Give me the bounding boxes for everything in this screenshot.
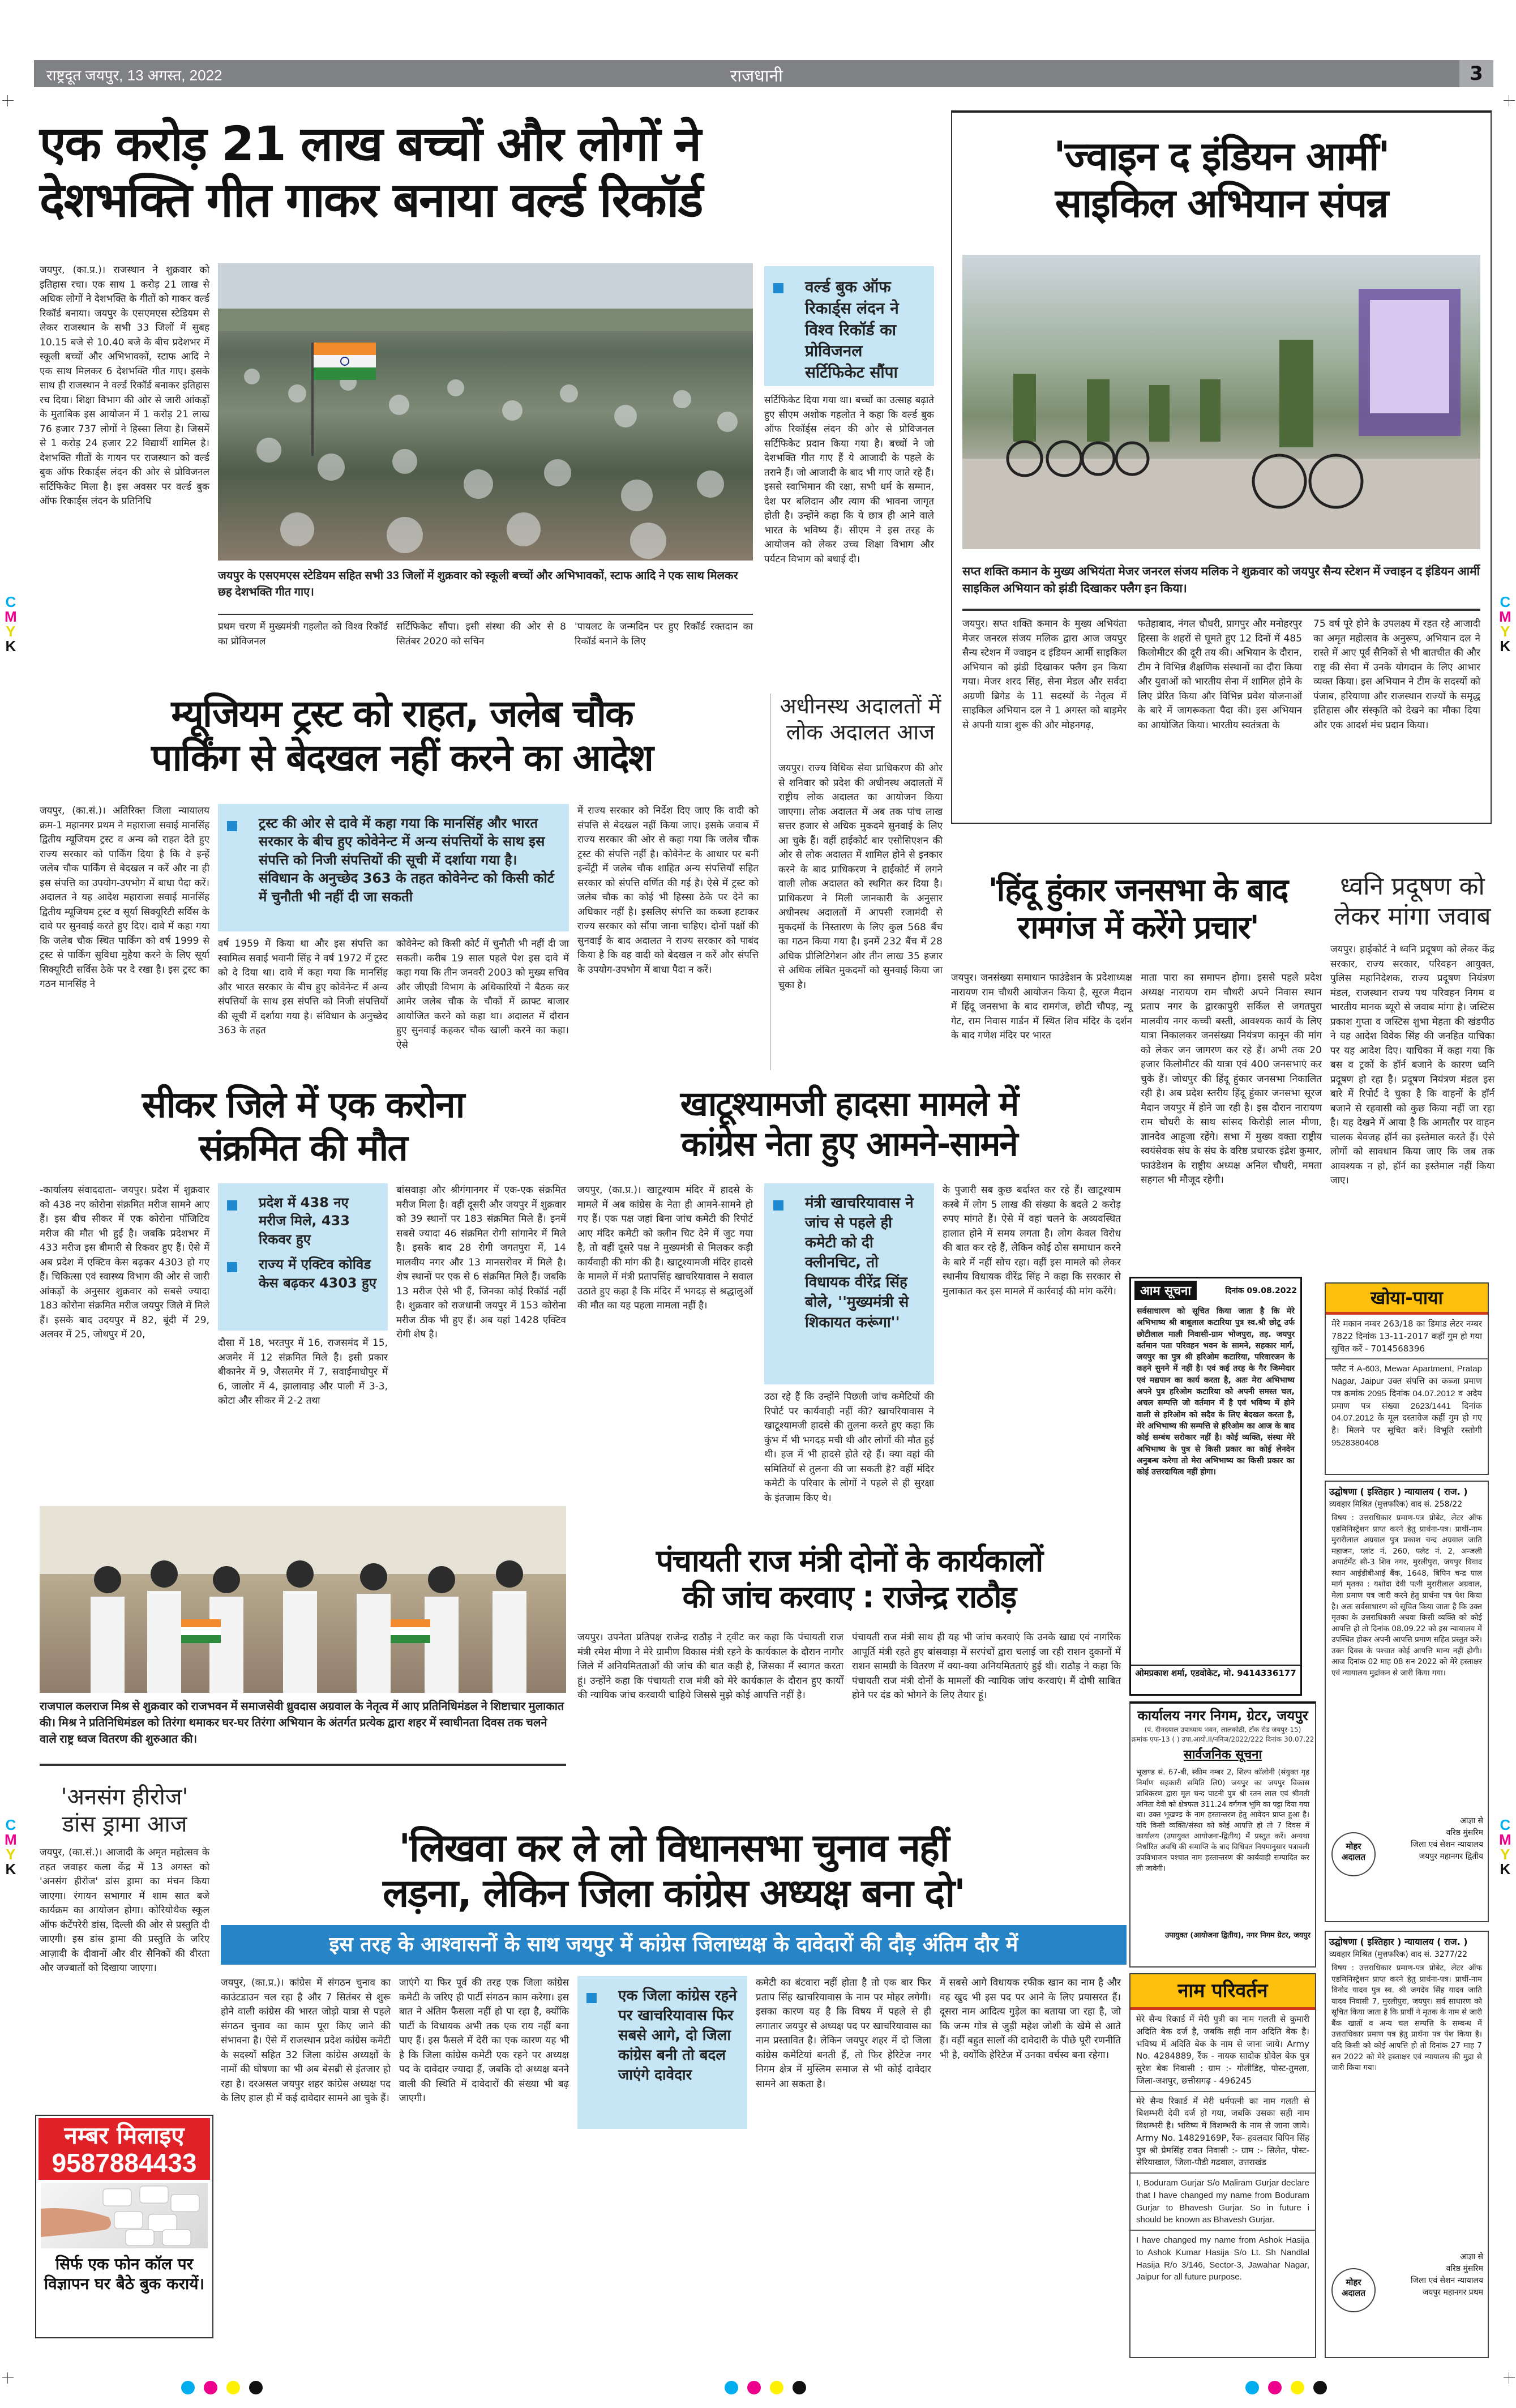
cmyk-letter: C [1500,593,1511,610]
cmyk-marks [5,594,17,653]
court-notice-box [1325,1931,1489,2358]
sign-line: जिला एवं सेशन न्यायालय [1411,1840,1483,1849]
cmyk-marks [5,1817,17,1876]
bullet-square-icon [227,1262,237,1272]
registration-mark [2,95,14,106]
flag-icon [391,1619,430,1643]
subheadline-banner: इस तरह के आश्वासनों के साथ जयपुर में कांग्रेस जिलाध्यक्ष के दावेदारों की दौड़ अंतिम दौर में [221,1925,1127,1965]
court-title: उद्घोषणा ( इश्तिहार ) न्यायालय ( राज. ) [1329,1936,1468,1947]
flag-icon [311,343,376,456]
headline-line: डांस ड्रामा आज [62,1811,187,1837]
ad-tagline: सिर्फ एक फोन कॉल पर विज्ञापन घर बैठे बुक करायें। [44,2254,205,2293]
notice-body: सर्वसाधारण को सूचित किया जाता है कि मेरे अभिभाष्य श्री बाबूलाल कटारिया पुत्र स्व.श्री छोटू उर्फ छोटीलाल माली निवासी-ग्राम भोजपुरा, तह. जयपुर वर्तमान पता परिवहन भवन के सामने, सहकार मार्ग, जयपुर का पुत्र श्री हरिओम कटारिया, परिवारजन के कहने सुनने में नहीं है। एवं कई तरह के गैर जिम्मेदार एवं मद्यपान का कार्य करता है, अतः मेरा अभिभाष्य अपने पुत्र हरिओम कटारिया को अपनी समस्त चल, अचल सम्पत्ति जो वर्तमान में है एवं भविष्य में होने वाली से हरिओम को सदैव के लिए बेदखल करता है, मेरे अभिभाष्य की सम्पत्ति से हरिओम का आज के बाद कोई सम्बंध सरोकार नहीं है। कोई व्यक्ति, संस्था मेरे अभिभाष्य के पुत्र से किसी प्रकार का कोई लेनदेन अनुबन्ध करेगा तो मेरा अभिभाष्य का किसी प्रकार का कोई उत्तरदायित्व नहीं होगा। [1137,1307,1295,1477]
stadium-photo [218,263,753,561]
headline-line: पार्किंग से बेदखल नहीं करने का आदेश [151,735,653,780]
headline-corona [40,1084,566,1170]
highlight-box [218,1183,388,1331]
municipal-address: (पं. दीनदयाल उपाध्याय भवन, लालकोठी, टोंक रोड जयपुर-15) [1144,1726,1301,1734]
ad-header [38,2118,210,2180]
court-case: व्यवहार मिश्रित (मुत्तफरिक) वाद सं. 3277/22 [1329,1950,1468,1959]
cmyk-letter: K [1500,638,1511,655]
name-change-item: I have changed my name from Ashok Hasija to Ashok Kumar Hasija S/o Lt. Sh Nandlal Hasija R/o 3/146, Sector-3, Jawahar Nagar, Jaipur for all future purpose. [1136,2235,1309,2282]
headline-line: अधीनस्थ अदालतों में [780,694,941,718]
cmyk-letter: C [1500,1816,1511,1833]
phone-keypad-icon [41,2183,208,2248]
article-body: जयपुर, (का.प्र.)। खाटूश्याम मंदिर में हादसे के मामले में अब कांग्रेस के नेता ही आमने-सामने हो गए हैं। एक पक्ष जहां बिना जांच कमेटी की रिपोर्ट आए मंदिर कमेटी को क्लीन चिट देने में जुट गया है, तो वहीं दूसरे पक्ष ने मुख्यमंत्री से मिलकर कड़ी कार्यवाही की मांग की है। खाटूश्यामजी मंदिर हादसे के मामले में मंत्री प्रतापसिंह खाचरियावास ने सवाल उठाते हुए कहा है कि मंदिर में भगदड़ से श्रद्धालुओं की मौत का यह पहला मामला नहीं है। [577,1184,753,1311]
court-title: उद्घोषणा ( इश्तिहार ) न्यायालय ( राज. ) [1329,1486,1468,1497]
sign-line: जयपुर महानगर द्वितीय [1419,1852,1483,1861]
article-body: जयपुर, (का.प्र.)। कांग्रेस में संगठन चुनाव का काउंटडाउन चल रहा है और 7 सितंबर से शुरू होने वाली कांग्रेस की भारत जोड़ो यात्रा से पहले संगठन चुनाव का काम पूरा किए जाने की संभावना है। ऐसे में राजस्थान प्रदेश कांग्रेस कमेटी के सदस्यों सहित 32 जिला कांग्रेस अध्यक्षों के नामों की घोषणा का भी अब बेसब्री से इंतजार हो रहा है। दरअसल जयपुर शहर कांग्रेस अध्यक्ष पद के लिए हाल ही में कई दावेदार सामने आ चुके हैं। [221,1977,391,2104]
headline-line: 'अनसंग हीरोज' [61,1784,189,1810]
article-body: में सबसे आगे विधायक रफीक खान का नाम है और वह खुद भी इस पद पर आने के लिए प्रयासरत हैं। दूसरा नाम आदित्य गुड़ेल का बताया जा रहा है, जो कि जन्म गोत्र से जुड़ी महेश जोशी के खेमे से आते हैं। वहीं बहुत सालों की दावेदारी के पीछे पूरी रणनीति भी है, क्योंकि हेरिटेज में उनका वर्चस्व बना रहेगा। [940,1977,1121,2061]
cmyk-letter: M [1499,608,1511,625]
cmyk-letter: K [5,638,16,655]
headline-congress [221,1826,1127,1917]
headline-line: रामगंज में करेंगे प्रचार' [1017,909,1258,947]
municipal-body: भूखण्ड सं. 67-बी, स्कीम नम्बर 2, शिल्प कॉलोनी (संयुक्त गृह निर्माण सहकारी समिति लि0) जयपुर का जयपुर विकास प्राधिकरण द्वारा मूल चन्द पाटनी पुत्र श्री रतन लाल एवं श्रीमती अनिता देवी को क्षेत्रफल 311.24 वर्गगज भूमि का पट्टा दिया गया था। उक्त भूखण्ड के नाम हस्तान्तरण हेतु आवेदन प्राप्त हुआ है। यदि किसी व्यक्ति/संस्था को कोई आपत्ति हो तो 7 दिवस में कार्यालय (उपायुक्त आयोजना-द्वितीय) में प्रस्तुत करें। अन्यथा निर्धारित अवधि की समाप्ति के बाद विधिवत नियमानुसार पत्रावली उपविभाजन पश्चात नाम हस्तान्तरण की कार्यवाही सम्पादित कर ली जावेगी। [1136,1768,1309,1873]
headline-line: पंचायती राज मंत्री दोनों के कार्यकालों [656,1543,1043,1579]
name-change-item: I, Boduram Gurjar S/o Maliram Gurjar declare that I have changed my name from Boduram Gurjar to Bhavesh Gurjar. So in future i should be known as Bhavesh Gurjar. [1130,2174,1315,2231]
cmyk-letter: K [1500,1860,1511,1877]
bullet-square-icon [227,1200,237,1211]
article-body: माता पारा का समापन होगा। इससे पहले प्रदेश अध्यक्ष नारायण राम चौधरी अपने निवास स्थान प्रताप नगर के द्वारकापुरी सर्किल से जगतपुरा मालवीय नगर कच्ची बस्ती, आवश्यक कार्य के लिए यात्रा निकालकर जनसंख्या नियंत्रण कानून की मांग को लेकर जन जागरण कर रहे हैं। अभी तक 20 हजार किलोमीटर की यात्रा एवं 400 जनसभाएं कर चुके हैं। जोधपुर की हिंदू हुंकार जनसभा निकालित रही है। अब प्रदेश स्तरीय हिंदू हुंकार जनसभा सूरज मैदान जयपुर में होने जा रही है। इस दौरान नारायण राम चौधरी के साथ सांसद किरोड़ी लाल मीणा, ज्ञानदेव आहूजा रहेंगे। सभा में मुख्य वक्ता राष्ट्रीय स्वयंसेवक संघ के संघ के वरिष्ठ प्रचारक इंद्रेश कुमार, फाउंडेशन के राष्ट्रीय अध्यक्ष अनिल चौधरी, ममता सहगल भी मौजूद रहेगी। [1141,972,1322,1186]
headline-line: लड़ना, लेकिन जिला कांग्रेस अध्यक्ष बना दो' [383,1871,965,1917]
municipal-signature: उपायुक्त (आयोजना द्वितीय), नगर निगम ग्रेटर, जयपुर [1165,1931,1311,1940]
article-body: वर्ष 1959 में किया था और इस संपत्ति का स्वामित्व सवाई भवानी सिंह ने वर्ष 1972 में ट्रस्ट को दे दिया था। दावे में कहा गया कि मानसिंह और भारत सरकार के बीच हुए कोवेनेन्ट में अन्य संपत्तियों के साथ इस संपत्ति को निजी संपत्तियों की सूची में दर्शाया गया है। संविधान के अनुच्छेद 363 के तहत [218,938,388,1036]
headline-line: लोक अदालत आज [786,719,935,745]
court-seal-icon: मोहर अदालत [1331,1832,1376,1876]
municipal-notice-box [1129,1701,1316,1968]
rajbhavan-photo [40,1506,566,1693]
notice-header [1131,1278,1300,1302]
headline-khatushyam [577,1084,1121,1165]
highlight-box [577,1976,747,2129]
article-body: 'पायलट के जन्मदिन पर हुए रिकॉर्ड रक्तदान का रिकॉर्ड बनाने के लिए [575,621,753,647]
highlight-text: मंत्री खाचरियावास ने जांच से पहले ही कमेटी को दी क्लीनचिट, तो विधायक वीरेंद्र सिंह बोले, ''मुख्यमंत्री से शिकायत करूंगा'' [805,1195,914,1331]
headline-line: 'ज्वाइन द इंडियन आर्मी' [1054,133,1389,179]
bullet-square-icon [586,1993,597,2003]
headline-line: संक्रमित की मौत [199,1127,407,1169]
lost-found-item: मेरे मकान नम्बर 263/18 का डिमांड लेटर नम्बर 7822 दिनांक 13-11-2017 कहीं गुम हो गया सूचित करें - 7014568396 [1326,1315,1488,1359]
article-body: फतेहाबाद, नंगल चौधरी, प्रागपुर और मनोहरपुर हिस्सा के शहरों से घूमते हुए 12 दिनों में 485 किलोमीटर की दूरी तय की। अभियान के दौरान, टीम ने विभिन्न शैक्षणिक संस्थानों का दौरा किया और युवाओं को भारतीय सेना में शामिल होने के लिए प्रेरित किया और विभिन्न प्रवेश योजनाओं के बारे में जागरूकता पैदा की। इस अभियान का आयोजित किया। भारतीय स्वतंत्रता के [1138,618,1302,731]
notice-title: आम सूचना [1134,1281,1197,1300]
headline-museum [40,692,764,780]
cmyk-letter: C [5,593,16,610]
bullet-square-icon [227,821,237,831]
bullet-square-icon [773,283,783,293]
municipal-ref: क्रमांक एफ-13 ( ) उपा.आयो.II/ननिज/2022/222 दिनांक 30.07.22 [1131,1735,1314,1743]
divider [962,609,1480,611]
headline-line: एक करोड़ 21 लाख बच्चों और लोगों ने [40,116,700,172]
flag-icon [181,1619,221,1643]
public-notice-box [1129,1277,1302,1696]
article-body: उठा रहे हैं कि उन्होंने पिछली जांच कमेटियों की रिपोर्ट पर कार्यवाही नहीं की? खाचरियावास ने खाटूश्यामजी हादसे की तुलना करते हुए कहा कि कुंभ में भी भगदड़ मची थी और लोगों की मौत हुई थी। हज में भी हादसे होते रहे हैं। क्या वहां की समितियों से तुलना की जा सकती है? वहीं मंदिर कमेटी के परिवार के लोगों ने पहले से ही सुरक्षा के इंतजाम किए थे। [764,1391,934,1504]
notice-date: दिनांक 09.08.2022 [1225,1286,1297,1295]
lost-found-box [1325,1282,1489,1475]
photo-caption: जयपुर के एसएमएस स्टेडियम सहित सभी 33 जिलों में शुक्रवार को स्कूली बच्चों और अभिभावकों, स्टाफ आदि ने एक साथ मिलकर छह देशभक्ति गीत गाए। [218,570,738,598]
article-body: जयपुर। राज्य विधिक सेवा प्राधिकरण की ओर से शनिवार को प्रदेश की अधीनस्थ अदालतों में राष्ट्रीय लोक अदालत का आयोजन किया जाएगा। लोक अदालत में अब तक पांच लाख सत्तर हजार से अधिक मुकदमे सुनवाई के लिए आ चुके हैं। वहीं हाईकोर्ट बार एसोसिएशन की ओर से लोक अदालत में शामिल होने से इनकार करने के बाद प्राधिकरण ने हाईकोर्ट में लगने वाली लोक अदालत को स्थगित कर दिया है। प्राधिकरण ने मिली जानकारी के अनुसार अधीनस्थ अदालतों में आपसी रजामंदी से मुकदमों के निस्तारण के लिए कुल 568 बैंच का गठन किया गया है। इनमें 232 बैंच में 28 अधिक प्रीलिटिगेशन और तीन लाख 35 हजार से अधिक लंबित मुकदमों को सुनवाई किया जा चुका है। [778,763,943,991]
article-body: प्रथम चरण में मुख्यमंत्री गहलोत को विश्व रिकॉर्ड का प्रोविजनल [218,621,388,647]
cmyk-letter: Y [1500,623,1510,640]
group-photo-illustration [40,1506,566,1693]
advertisement-number [35,2115,213,2338]
registration-mark [2,2372,14,2384]
article-body: बांसवाड़ा और श्रीगंगानगर में एक-एक संक्रमित मरीज मिला है। वहीं दूसरी और जयपुर में शुक्रवार को 39 स्थानों पर 183 संक्रमित मिले हैं। इनमें सबसे ज्यादा 46 संक्रमित रोगी सांगानेर में मिले है। इसके बाद 28 रोगी जगतपुरा में, 14 मालवीय नगर और 13 मानसरोवर में मिले है। शेष स्थानों पर एक से 6 संक्रमित मिले हैं। जबकि 13 मरीज ऐसे भी हैं, जिनका कोई रिकॉर्ड नहीं है। शुक्रवार को राजधानी जयपुर में 153 कोरोना मरीज ठीक भी हुए हैं। अब यहां 1428 एक्टिव रोगी शेष है। [396,1184,566,1340]
cmyk-marks [1499,1817,1511,1876]
highlight-box [764,266,934,386]
cmyk-letter: Y [6,1846,16,1863]
sign-line: जयपुर महानगर प्रथम [1422,2288,1483,2297]
cmyk-letter: C [5,1816,16,1833]
cmyk-letter: M [1499,1831,1511,1848]
highlight-box [764,1183,934,1384]
headline-line: साइकिल अभियान संपन्न [1055,179,1388,226]
article-body: सर्टिफिकेट दिया गया था। बच्चों का उत्साह बढ़ाते हुए सीएम अशोक गहलोत ने कहा कि वर्ल्ड बुक ऑफ रिकॉर्ड्स लंदन की ओर से प्रोविजनल सर्टिफिकेट प्रदान किया गया है। बच्चों ने जो देशभक्ति गीत गाए हैं ये आजादी के पहले के तराने हैं। जो आजादी के बाद भी गाए जाते रहे हैं। इससे स्वाभिमान की रक्षा, सभी धर्म के सम्मान, देश पर बलिदान और त्याग की भावना जागृत होती है। उन्होंने कहा कि ये छात्र ही आने वाले भारत के भविष्य हैं। सीएम ने इस तरह के आयोजन को लेकर उच्च शिक्षा विभाग और पर्यटन विभाग को बधाई दी। [764,395,934,565]
sign-line: आज्ञा से [1460,1816,1483,1825]
article-body: दौसा में 18, भरतपुर में 16, राजसमंद में 15, अजमेर में 12 संक्रमित मिले है। इसी प्रकार बीकानेर में 9, जैसलमेर में 7, सवाईमाधोपुर में 6, जालोर में 4, झालावाड़ और पाली में 3-3, कोटा और सीकर में 2-2 तथा [218,1337,388,1406]
court-signature [1326,2251,1488,2336]
headline-lok-adalat [778,694,943,745]
sign-line: आज्ञा से [1460,2252,1483,2261]
article-body: जयपुर। उपनेता प्रतिपक्ष राजेन्द्र राठौड़ ने ट्वीट कर कहा कि पंचायती राज मंत्री रमेश मीणा ने मेरे ग्रामीण विकास मंत्री रहने के कार्यकाल के दौरान नागौर जिले में अनियमितताओं की जांच की बात कही है, जिसका मैं स्वागत करता हूं। उन्होंने कहा कि पंचायती राज मंत्री को मेरे कार्यकाल के दौरान हुए कार्यों की न्यायिक जांच करवायी चाहिये जिससे मुझे कोई आपत्ति नहीं है। [577,1632,843,1701]
cmyk-letter: M [5,608,17,625]
article-body: जाएंगे या फिर पूर्व की तरह एक जिला कांग्रेस कमेटी के जरिए ही पार्टी संगठन काम करेगा। इस बात ने अंतिम फैसला नहीं हो पा रहा है, क्योंकि पार्टी के विधायक अभी तक एक राय नहीं बना पाए हैं। इस फैसले में देरी का एक कारण यह भी है कि जिला कांग्रेस कमेटी एक रहने पर अध्यक्ष पद के दावेदार ज्यादा हैं, जबकि दो अध्यक्ष बनने वाली की स्थिति में दावेदारों की संख्या भी बढ़ जाएगी। [399,1977,569,2104]
article-body: 75 वर्ष पूरे होने के उपलक्ष्य में रहत रहे आजादी का अमृत महोत्सव के अनुरूप, अभियान दल ने रास्ते में आए पूर्व सैनिकों से भी बातचीत की और राष्ट्र की सेवा में उनके योगदान के लिए आभार व्यक्त किया। इस अभियान ने टीम के सदस्यों को पंजाब, हरियाणा और राजस्थान राज्यों के समृद्ध इतिहास और संस्कृति को देखने का मौका दिया और एक आदर्श मंच प्रदान किया। [1313,618,1480,731]
cmyk-marks [1499,594,1511,653]
dateline: राष्ट्रदूत जयपुर, 13 अगस्त, 2022 [46,67,222,84]
headline-line: सीकर जिले में एक करोना [142,1084,464,1126]
crowd-illustration [218,263,753,561]
photo-caption: राजपाल कलराज मिश्र से शुक्रवार को राजभवन में समाजसेवी ध्रुवदास अग्रवाल के नेतृत्व में आए प्रतिनिधिमंडल ने शिष्टाचार मुलाकात की। मिश्र ने प्रतिनिधिमंडल को तिरंगा थमाकर घर-घर तिरंगा अभियान के अंतर्गत प्रत्येक द्वारा शहर में स्वाधीनता दिवस तक चलने वाले राष्ट्र ध्वज वितरण की शुरुआत की। [40,1700,564,1746]
divider [40,1764,566,1766]
headline-noise [1330,872,1494,932]
photo-caption: सप्त शक्ति कमान के मुख्य अभियंता मेजर जनरल संजय मलिक ने शुक्रवार को जयपुर सैन्य स्टेशन में ज्वाइन द इंडियन आर्मी साइकिल अभियान को झंडी दिखाकर फ्लैग इन किया। [962,565,1480,596]
sign-line: जिला एवं सेशन न्यायालय [1411,2276,1483,2285]
court-body: विषय : उत्तराधिकार प्रमाण-पत्र प्रोबेट, लेटर ऑफ एडमिनिस्ट्रेशन प्राप्त करने हेतु प्रार्थना-पत्र। प्रार्थी-नाम मुरारीलाल अग्रवाल पुत्र प्रकाश चन्द अग्रवाल जाति महाजन, प्लांट नं. 260, फ्लेट नं. 2, अन्जली अपार्टमेंट सी-3 शिव नगर, मुरलीपुरा, जयपुर विवाद स्थान आईडीबीआई बैंक, 1648, बिपिन चन्द्र पाल मार्ग मृतका : यशोदा देवी पत्नी मुरारीलाल अग्रवाल, मेला प्रमाण पत्र जारी करने हेतु प्रार्थना पत्र पेश किया है। अतः सर्वसाधारण को सूचित किया जाता है कि उक्त मृतका के उत्तराधिकारी अथवा किसी व्यक्ति को कोई आपत्ति हो तो दिनांक 08.09.22 को इस न्यायालय में उपस्थित होकर अपनी आपत्ति प्रमाण सहित प्रस्तुत करें। उक्त दिवस के पश्चात कोई आपत्ति मान्य नहीं होगी। आज दिनांक 02 माह 08 सन 2022 को मेरे हस्ताक्षर एवं न्यायालय मुद्रांकन से जारी किया गया। [1331,1513,1482,1678]
section-name: राजधानी [730,67,783,85]
highlight-text: राज्य में एक्टिव कोविड केस बढ़कर 4303 हुए [259,1256,376,1291]
court-body: विषय : उत्तराधिकार प्रमाण-पत्र प्रोबेट, लेटर ऑफ एडमिनिस्ट्रेशन प्राप्त करने हेतु प्रार्थना-पत्र। प्रार्थी-नाम विनोद यादव पुत्र स्व. श्री जगदेव सिंह यादव जाति यादव निवासी 7, मुरलीपुरा, जयपुर। सर्व साधारण को सूचित किया जाता है कि प्रार्थी ने मृतक के नाम से जारी बैंक खातों व अन्य चल सम्पत्ति के सम्बन्ध में उत्तराधिकार प्रमाण पत्र हेतु प्रार्थना पत्र पेश किया है। यदि किसी को कोई आपत्ति हो तो दिनांक 27 माह 7 सन 2022 को मेरे हस्ताक्षर एवं न्यायालय की मुद्रा से जारी किया गया। [1331,1964,1482,2073]
cmyk-letter: Y [1500,1846,1510,1863]
headline-line: म्यूजियम ट्रस्ट को राहत, जलेब चौक [171,692,633,735]
headline-army [962,133,1480,226]
divider [218,614,753,615]
article-body: जयपुर, (का.सं.)। अतिरिक्त जिला न्यायालय क्रम-1 महानगर प्रथम ने महाराजा सवाई मानसिंह द्वितीय म्यूजियम ट्रस्ट व अन्य को राहत देते हुए राज्य सरकार को पार्किंग दिया है कि वे इन्हें जलेब चौक पार्किंग से बेदखल न करें और ना ही इस संपत्ति का उपयोग-उपभोग में बाधा पैदा करें। अदालत ने यह आदेश महाराजा सवाई मानसिंह द्वितीय म्यूजियम ट्रस्ट व सूर्या सिक्यूरिटी सर्विस के दावे पर सुनवाई करते हुए दिए। दावे में कहा गया कि जलेब चौक स्थित पार्किंग को वर्ष 1999 से ट्रस्ट से पार्किंग सुविधा मुहैया करने के लिए सूर्या सिक्यूरिटी सर्विस ठेके पर दे रखा है। इस ट्रस्ट का गठन मानसिंह ने [40,805,209,990]
lost-found-item: फ्लैट नं A-603, Mewar Apartment, Pratap Nagar, Jaipur उक्त संपत्ति का कब्जा प्रमाण पत्र क्रमांक 2095 दिनांक 04.07.2012 व अदेय प्रमाण पत्र संख्या 2623/1441 दिनांक 04.07.2012 के मूल दस्तावेज कहीं गुम हो गए है। मिलने पर सूचित करें। विभूति रस्तोगी 9528380408 [1331,1364,1482,1448]
headline-line: कांग्रेस नेता हुए आमने-सामने [681,1124,1017,1164]
headline-hindu-hunkar [951,872,1325,947]
cmyk-letter: M [5,1831,17,1848]
sign-line: वरिष्ठ मुंसरिम [1446,1828,1483,1837]
headline-line: खाटूश्यामजी हादसा मामले में [680,1084,1018,1124]
article-body: -कार्यालय संवाददाता- जयपुर। प्रदेश में शुक्रवार को 438 नए कोरोना संक्रमित मरीज सामने आए हैं। इस बीच सीकर में एक कोरोना पॉजिटिव मरीज की मौत भी हुई है। जबकि प्रदेशभर में 433 मरीज इस बीमारी से रिकवर हुए हैं। ऐसे में अब प्रदेश में एक्टिव केस बढ़कर 4303 हो गए हैं। चिकित्सा एवं स्वास्थ्य विभाग की ओर से जारी आंकड़ों के अनुसार शुक्रवार को सबसे ज्यादा 183 कोरोना संक्रमित मरीज जयपुर जिले में मिले हैं। इसके बाद उदयपुर में 82, बूंदी में 29, अलवर में 25, जोधपुर में 20, [40,1184,209,1340]
article-body: जयपुर, (का.प्र.)। राजस्थान ने शुक्रवार को इतिहास रचा। एक साथ 1 करोड़ 21 लाख से अधिक लोगों ने देशभक्ति के गीतों को गाकर वर्ल्ड रिकॉर्ड बनाया। जयपुर के एसएमएस स्टेडियम से लेकर राजस्थान के सभी 33 जिलों में सुबह 10.15 बजे से 10.40 बजे के बीच प्रदेशभर में स्कूली बच्चों और अभिभावकों, स्टाफ आदि ने एक साथ मिलकर 6 देशभक्ति गीत गाए। इसके साथ ही राजस्थान ने वर्ल्ड रिकॉर्ड बनाकर इतिहास रच दिया। शिक्षा विभाग की ओर से जारी आंकड़ों के मुताबिक इस आयोजन में 1 करोड़ 21 लाख 76 हजार 737 लोगों ने हिस्सा लिया है। जिसमें से 1 करोड़ 24 हजार 22 विद्यार्थी शामिल है। देशभक्ति गीतों के गायन पर राजस्थान को वर्ल्ड बुक ऑफ रिकार्ड्स लंदन की ओर से प्रोविजनल सर्टिफिकेट मिला है। इस अवसर पर वर्ल्ड बुक ऑफ रिकार्ड्स लंदन के प्रतिनिधि [40,264,209,507]
keypad-photo [41,2183,208,2248]
municipal-title: कार्यालय नगर निगम, ग्रेटर, जयपुर [1137,1708,1308,1723]
highlight-box [218,804,569,931]
highlight-text: ट्रस्ट की ओर से दावे में कहा गया कि मानसिंह और भारत सरकार के बीच हुए कोवेनेन्ट में अन्य संपत्तियों के साथ इस संपत्ति को निजी संपत्तियों की सूची में दर्शाया गया है। संविधान के अनुच्छेद 363 के तहत कोवेनेन्ट को किसी कोर्ट में चुनौती भी नहीं दी जा सकती [259,815,554,905]
registration-mark [1504,95,1515,106]
headline-line: 'लिखवा कर ले लो विधानसभा चुनाव नहीं [399,1826,949,1871]
registration-mark [1504,2372,1515,2384]
page-number: 3 [1459,60,1493,87]
cyclists-illustration [962,255,1480,549]
notice-signature: ओमप्रकाश शर्मा, एडवोकेट, मो. 9414336177 [1131,1665,1300,1680]
headline-world-record [40,116,934,228]
headline-panchayat [577,1543,1121,1615]
headline-line: ध्वनि प्रदूषण को [1340,872,1485,901]
sign-line: वरिष्ठ मुंसरिम [1446,2264,1483,2273]
highlight-text: वर्ल्ड बुक ऑफ रिकार्ड्स लंदन ने विश्व रिकॉर्ड का प्रोविजनल सर्टिफिकेट सौंपा [805,277,899,382]
municipal-notice-title: सार्वजनिक सूचना [1183,1748,1262,1762]
article-body: सर्टिफिकेट सौंपा। इसी संस्था की ओर से 8 सितंबर 2020 को सचिन [396,621,566,647]
lost-found-title: खोया-पाया [1326,1284,1488,1315]
court-notice-box [1325,1481,1489,1922]
ad-title: नम्बर मिलाइए [64,2122,185,2149]
article-body: जयपुर। सप्त शक्ति कमान के मुख्य अभियंता मेजर जनरल संजय मलिक द्वारा आज जयपुर सैन्य स्टेशन में ज्वाइन द इंडियन आर्मी साइकिल अभियान को झंडी दिखाकर फ्लैग इन किया गया। मेजर शरद सिंह, सेना मेडल और सर्वदा अग्रणी ब्रिगेड के 11 सदस्यों के नेतृत्व में साइकिल अभियान दल ने 1 अगस्त को बाड़मेर से अपनी यात्रा शुरू की और मोहनगढ़, [962,618,1127,731]
name-change-box [1129,1973,1316,2358]
article-body: कोवेनेन्ट को किसी कोर्ट में चुनौती भी नहीं दी जा सकती। करीब 19 साल पहले पेश इस दावे में कहा गया कि तीन जनवरी 2003 को मुख्य सचिव और जीएडी विभाग के अधिकारियों ने बैठक कर आमेर जलेब चौक के चौकों में क्राफ्ट बाजार आयोजित करने को कहा था। अदालत में दौरान हुए सुनवाई कहकर चौक खाली करने का कहा। ऐसे [396,938,569,1051]
cycling-photo [962,255,1480,549]
cmyk-letter: K [5,1860,16,1877]
article-body: के पुजारी सब कुछ बर्दाश्त कर रहे हैं। खाटूश्याम कस्बे में लोग 5 लाख की संख्या के बदले 2 करोड़ रुपए मांगते हैं। ऐसे में वहां चलने के अव्यवस्थित हालात होने में समय लगता है। लोग केवल विरोध की बात कर रहे हैं, लेकिन कोई ठोस समाधान करने के बारे में नहीं सोच रहा। वहीं इस मामले को लेकर स्थानीय विधायक वीरेंद्र सिंह ने कहा कि सरकार से मुलाकात कर इस मामले में कार्रवाई की मांग करेंगे। [943,1184,1121,1297]
court-signature [1326,1815,1488,1900]
headline-line: 'हिंदू हुंकार जनसभा के बाद [988,872,1288,909]
cmyk-letter: Y [6,623,16,640]
highlight-text: प्रदेश में 438 नए मरीज मिले, 433 रिकवर हुए [259,1195,350,1247]
page-header [34,60,1493,87]
article-body: जयपुर। हाईकोर्ट ने ध्वनि प्रदूषण को लेकर केंद्र सरकार, राज्य सरकार, परिवहन आयुक्त, पुलिस महानिदेशक, राज्य प्रदूषण नियंत्रण मंडल, राजस्थान राज्य पथ परिवहन निगम व भारतीय मानक ब्यूरो से जवाब मांगा है। जस्टिस प्रकाश गुप्ता व जस्टिस शुभा मेहता की खंडपीठ ने यह आदेश विवेक सिंह की जनहित याचिका पर यह आदेश दिए। याचिका में कहा गया कि बस व ट्रकों के हॉर्न बजाने के कारण ध्वनि प्रदूषण हो रहा है। प्रदूषण नियंत्रण मंडल इस बारे में रिपोर्ट दे चुका है कि वाहनों के हॉर्न बजाने से रहवासी को कुछ किया नहीं जा रहा है। यह देखने में आया है कि आमतौर पर वाहन चालक बेवजह हॉर्न का इस्तेमाल करते हैं। ऐसे लोगों को सावधान किया जाए कि जब तक आवश्यक न हो, हॉर्न का इस्तेमाल नहीं किया जाए। [1330,944,1494,1186]
bullet-square-icon [773,1200,783,1211]
article-body: कमेटी का बंटवारा नहीं होता है तो एक बार फिर प्रताप सिंह खाचरियावास के नाम पर मोहर लगेगी। इसका कारण यह है कि विषय में पहले से ही लगातार जयपुर से अध्यक्ष पद पर खाचरियावास का नाम प्रस्तावित है। लेकिन जयपुर शहर में दो जिला कांग्रेस कमेटियां बनती हैं, तो फिर हेरिटेज नगर निगम क्षेत्र में मुस्लिम समाज से भी कोई दावेदार सामने आ सकता है। [756,1977,931,2090]
article-body: जयपुर। जनसंख्या समाधान फाउंडेशन के प्रदेशाध्यक्ष नारायण राम चौधरी आयोजन किया है, सूरज मैदान में हिंदू जनसभा के बाद रामगंज, छोटी चौपड़, न्यू गेट, राम निवास गार्डन में स्थित शिव मंदिर के दर्शन के बाद गणेश मंदिर पर भारत [951,972,1132,1041]
court-seal-icon: मोहर अदालत [1331,2268,1376,2312]
article-body: पंचायती राज मंत्री साथ ही यह भी जांच करवाएं कि उनके खाद्य एवं नागरिक आपूर्ति मंत्री रहते हुए बांसवाड़ा में सरपंचों द्वारा चलाई जा रही राशन दुकानों में राशन सामग्री के वितरण में क्या-क्या अनियमितताएं हुई थी। राठौड़ ने कहा कि पंचायती राज मंत्री दोनों के मामलों की न्यायिक जांच करवाएं। मैं दोषी साबित होने पर दंड को भोगने के लिए तैयार हूं। [852,1632,1121,1701]
article-body: जयपुर, (का.सं.)। आजादी के अमृत महोत्सव के तहत जवाहर कला केंद्र में 13 अगस्त को 'अनसंग हीरोज' डांस ड्रामा का मंचन किया जाएगा। रंगायन सभागार में शाम सात बजे कार्यक्रम का आयोजन होगा। कोरियोथैक स्कूल ऑफ कंटेंपरेरी डांस, दिल्ली की ओर से प्रस्तुति दी जाएगी। इस डांस ड्रामा की प्रस्तुति के जरिए आज़ादी के दीवानों और वीर सैनिकों की वीरता और जज्बातों को दिखाया जाएगा। [40,1847,209,1974]
ad-phone[interactable]: 9587884433 [52,2148,197,2178]
headline-line: लेकर मांगा जवाब [1334,901,1491,931]
name-change-item: मेरे सैन्य रिकार्ड में मेरी धर्मपत्नी का नाम गलती से बिशम्भरी देवी दर्ज हो गया, जबकि उसका सही नाम विशम्भरी है। भविष्य में विशम्भरी के नाम से जाना जाये। Army No. 14829169P, रैंक- हवलदार विपिन सिंह पुत्र श्री प्रेमसिंह रावत निवासी :- ग्राम :- सिलेत, पोस्ट-सेरियाखाल, जिला-पौडी गढवाल, उत्तराखंड [1130,2092,1315,2174]
headline-unsung [40,1783,209,1838]
article-body: में राज्य सरकार को निर्देश दिए जाए कि वादी को संपत्ति से बेदखल नहीं किया जाए। इसके जवाब में राज्य सरकार की ओर से कहा गया कि जलेब चौक ट्रस्ट की संपत्ति नहीं है। कोवेनेन्ट के आधार पर बनी इन्वेंट्री में जलेब चौक शाहित अन्य संपत्तियाँ सहित सरकार को संपत्ति वर्णित की गई है। ऐसे में ट्रस्ट को जलेब चौक का कोई भी हिस्सा ठेके पर देने का अधिकार नहीं है। इसलिए संपत्ति का कब्जा हटाकर राज्य सरकार को सौंपा जाना चाहिए। दोनों पक्षों की सुनवाई के बाद अदालत ने राज्य सरकार को पाबंद किया है कि वह वादी को बेदखल न करें और संपत्ति के उपयोग-उपभोग में बाधा पैदा न करें। [577,805,759,976]
headline-line: की जांच करवाए : राजेन्द्र राठौड़ [682,1579,1016,1615]
name-change-item: मेरे सैन्य रिकार्ड में मेरी पुत्री का नाम गलती से कुमारी अदिति बेक दर्ज है, जबकि सही नाम अदिति बेक है। भविष्य में अदिति बेक के नाम से जाना जाये। Army No. 4284889, रैंक - नायक सादोक ग्रोवेल बेक पुत्र सुरेश बेक निवासी : ग्राम :- गोलीडिह, पोस्ट-तुमला, जिला-जशपुर, छत्तीसगढ़ - 496245 [1130,2010,1315,2092]
court-case: व्यवहार मिश्रित (मुत्तफरिक) वाद सं. 258/22 [1329,1500,1463,1509]
name-change-title: नाम परिवर्तन [1130,1974,1315,2010]
headline-line: देशभक्ति गीत गाकर बनाया वर्ल्ड रिकॉर्ड [40,172,703,228]
highlight-text: एक जिला कांग्रेस रहने पर खाचरियावास फिर सबसे आगे, दो जिला कांग्रेस बनी तो बदल जाएंगे दावेदार [618,1987,737,2084]
